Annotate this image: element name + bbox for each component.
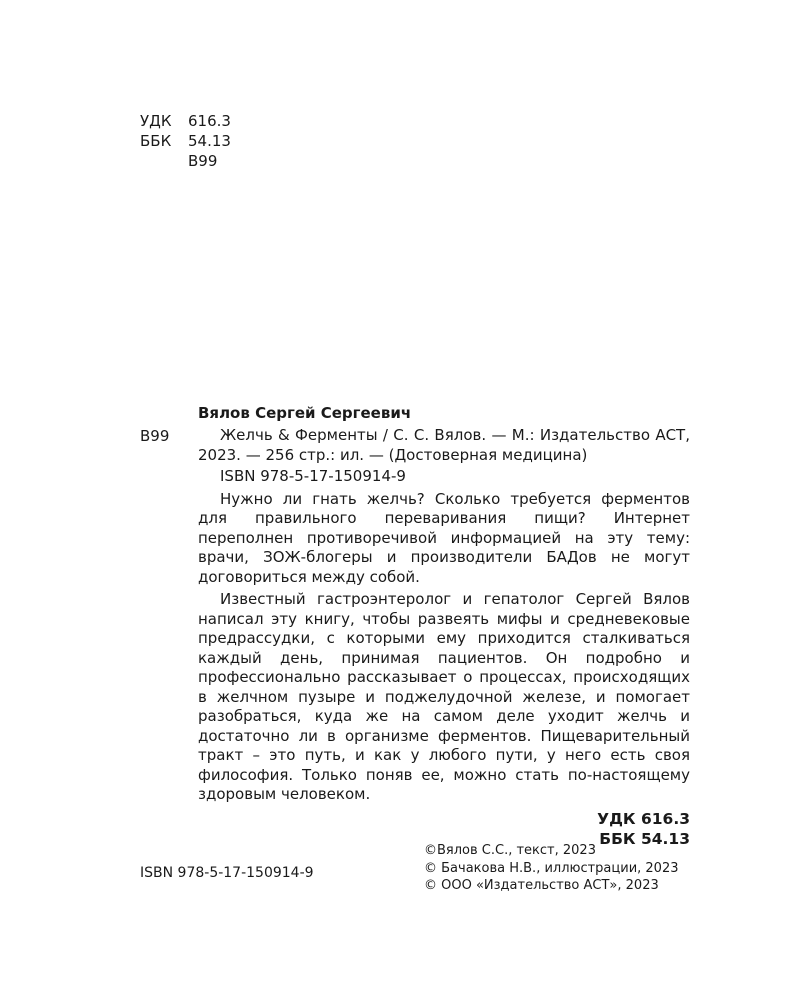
copyright-block xyxy=(424,842,679,895)
bibliographic-record xyxy=(198,426,690,849)
annotation-paragraph-1: Нужно ли гнать желчь? Сколько требуется ферментов для правильного переваривания пищи? Интернет переполнен противоречивой информацией на эту тему: врачи, ЗОЖ-блогеры и производители БАДов не могут договориться между собой. xyxy=(198,489,690,586)
udk-label: УДК xyxy=(140,112,172,130)
bbk-bold: ББК 54.13 xyxy=(599,829,690,848)
author-code: В99 xyxy=(188,152,218,170)
title-statement: Желчь & Ферменты / С. С. Вялов. — М.: Издательство АСТ, 2023. — 256 стр.: ил. — (Достоверная медицина) xyxy=(198,426,690,464)
bottom-isbn: ISBN 978-5-17-150914-9 xyxy=(140,865,314,881)
annotation-paragraph-2: Известный гастроэнтеролог и гепатолог Сергей Вялов написал эту книгу, чтобы развеять мифы и средневековые предрассудки, с которыми ему приходится сталкиваться каждый день, принимая пациентов. Он подробно и профессионально рассказывает о процессах, происходящих в желчном пузыре и поджелудочной железе, и помогает разобраться, куда же на самом деле уходит желчь и достаточно ли в организме ферментов. Пищеварительный тракт – это путь, и как у любого пути, у него есть своя философия. Только поняв ее, можно стать по-настоящему здоровым человеком. xyxy=(198,590,690,803)
copyright-text: ©Вялов С.С., текст, 2023 xyxy=(424,843,596,858)
copyright-publisher: © ООО «Издательство АСТ», 2023 xyxy=(424,878,659,893)
udk-bold: УДК 616.3 xyxy=(597,809,690,828)
udk-value: 616.3 xyxy=(188,112,231,130)
udk-row xyxy=(140,111,231,131)
author-code-row xyxy=(140,151,231,171)
record-isbn: ISBN 978-5-17-150914-9 xyxy=(220,467,406,485)
bbk-value: 54.13 xyxy=(188,132,231,150)
copyright-illustrations: © Бачакова Н.В., иллюстрации, 2023 xyxy=(424,860,679,876)
bbk-row xyxy=(140,131,231,151)
bbk-label: ББК xyxy=(140,132,172,150)
record-author-code: В99 xyxy=(140,427,170,445)
classification-block xyxy=(140,111,231,171)
author-heading: Вялов Сергей Сергеевич xyxy=(198,404,412,422)
annotation xyxy=(198,490,690,805)
